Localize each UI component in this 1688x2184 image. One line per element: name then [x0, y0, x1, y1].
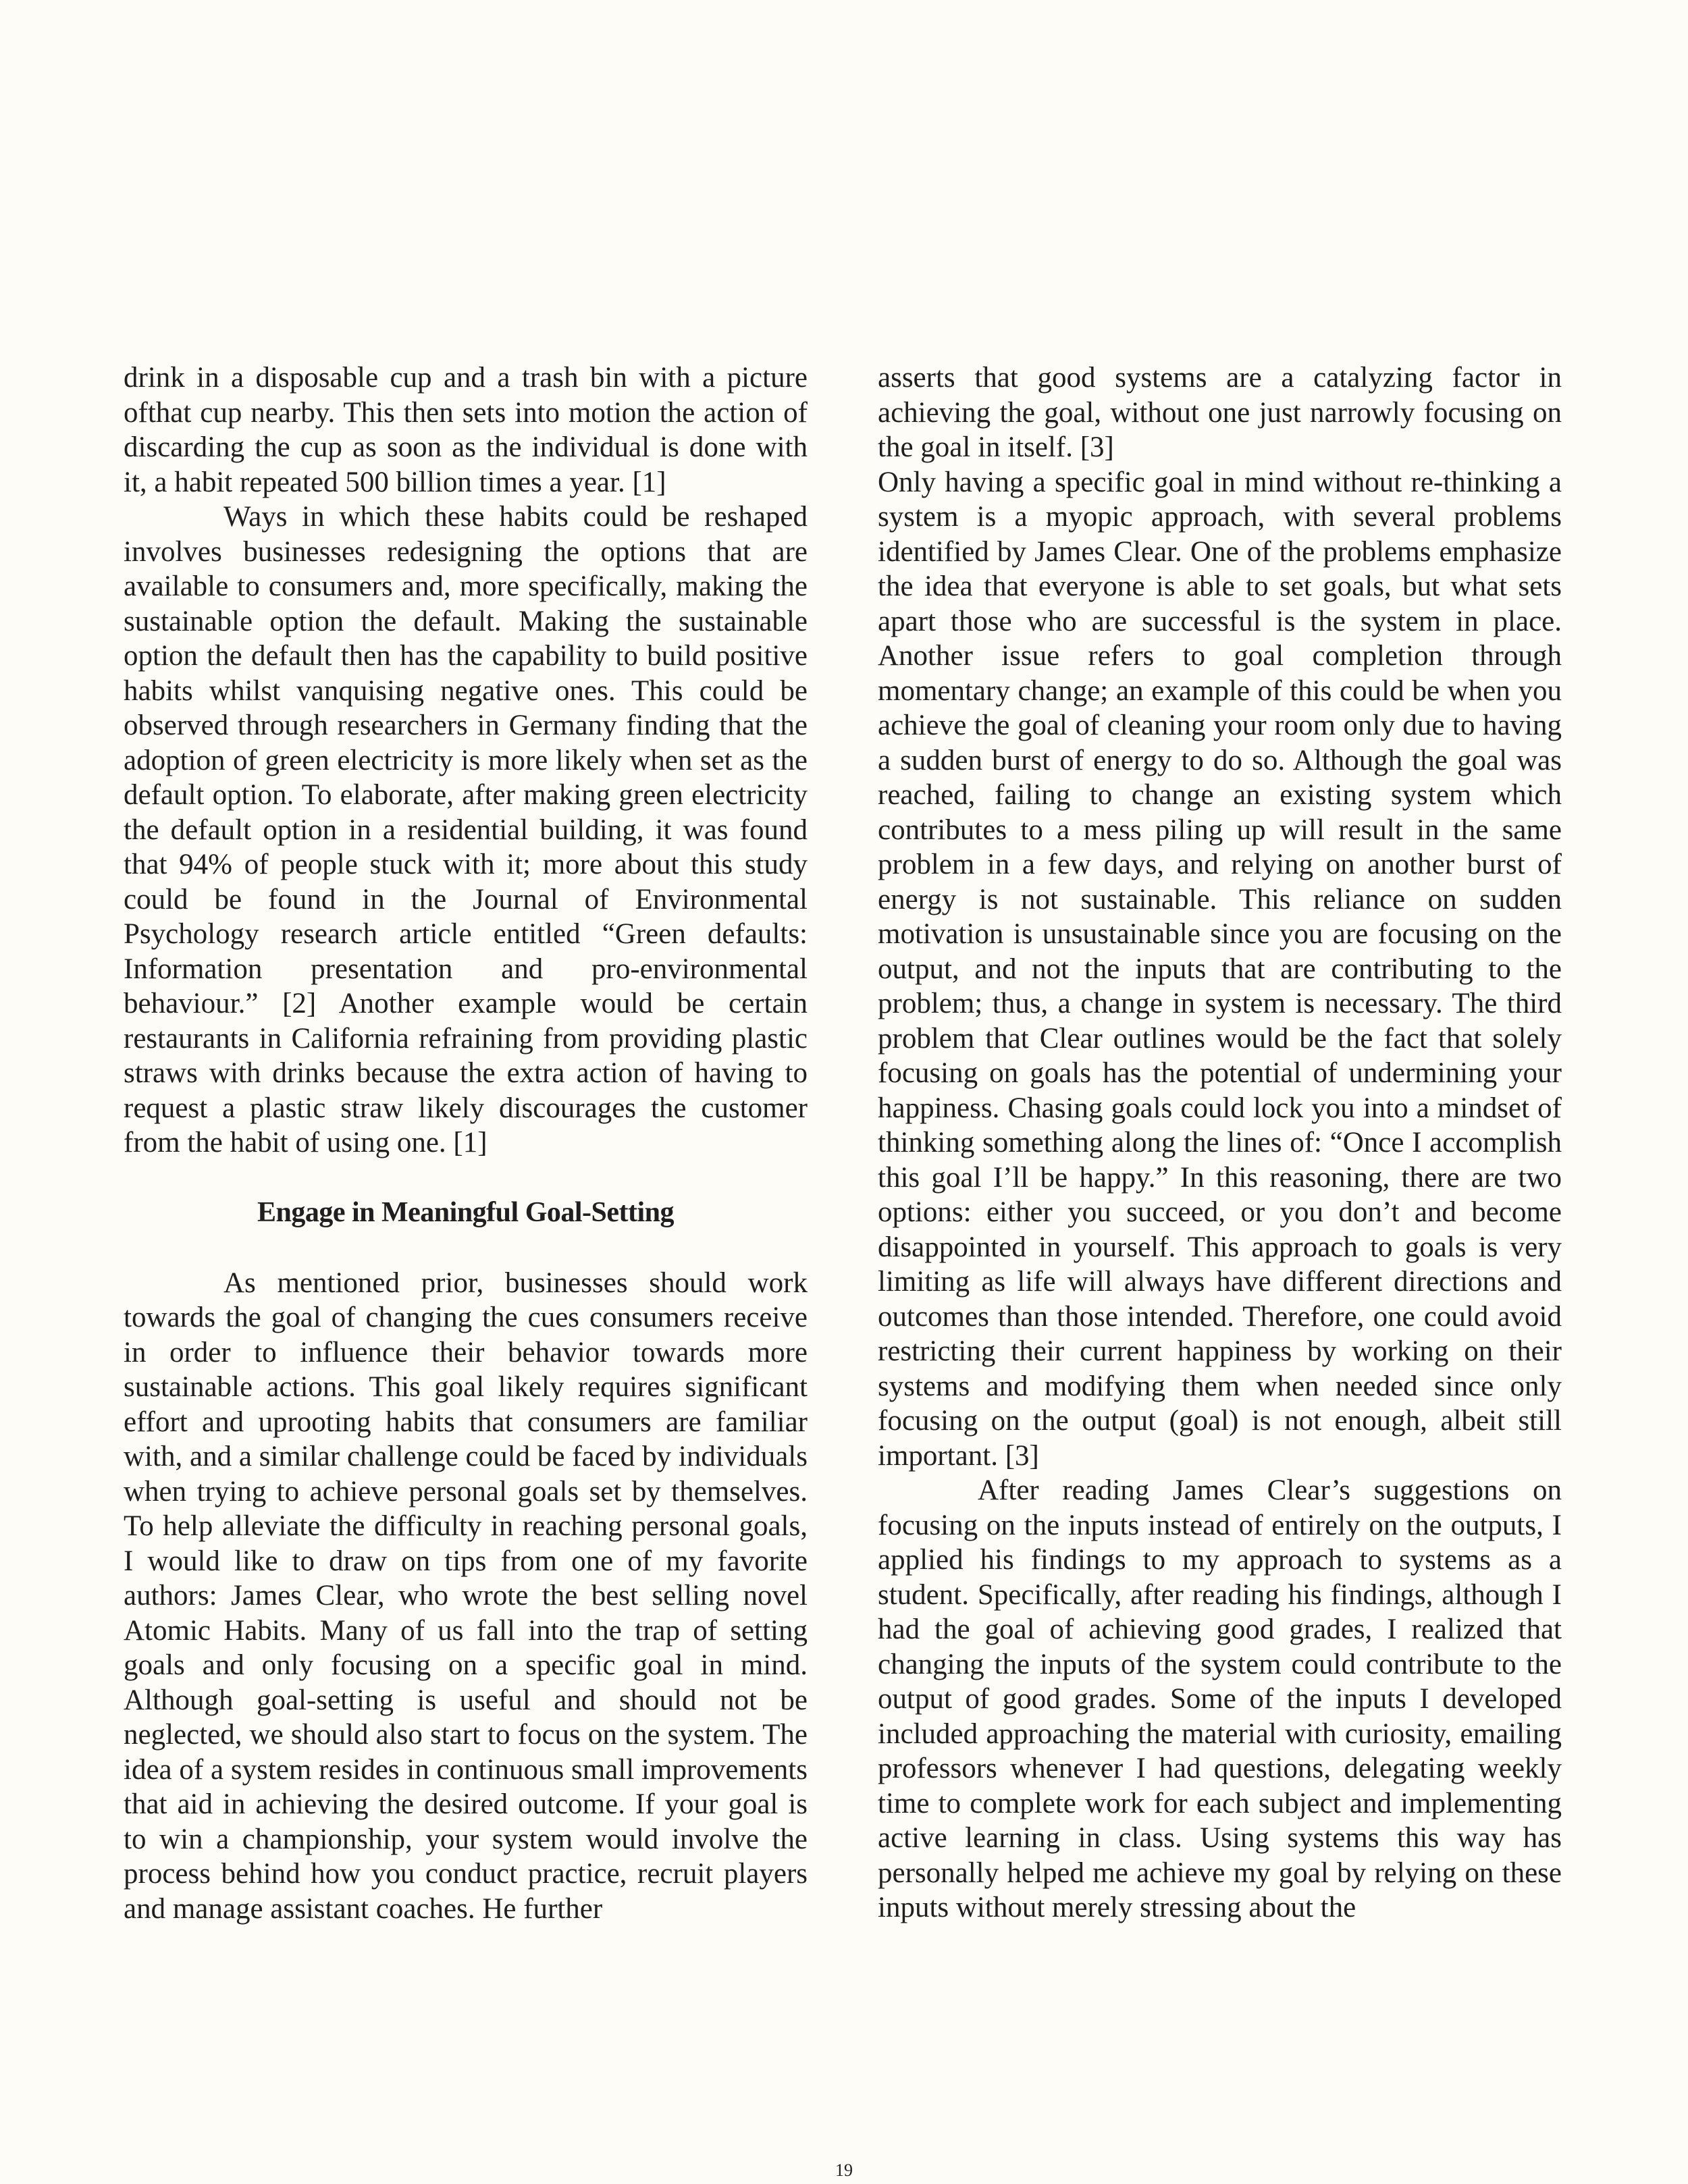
page-number: 19	[835, 2160, 853, 2180]
left-column	[124, 361, 808, 1926]
body-paragraph: After reading James Clear’s suggestions on focusing on the inputs instead of entirely on the outputs, I applied his findings to my approach to systems as a student. Specifically, after reading his findings, although I had the goal of achieving good grades, I realized that changing the inputs of the system could contribute to the output of good grades. Some of the inputs I developed included approaching the material with curiosity, emailing professors whenever I had questions, delegating weekly time to complete work for each subject and implementing active learning in class. Using systems this way has personally helped me achieve my goal by relying on these inputs without merely stressing about the	[878, 1474, 1562, 1923]
body-paragraph: asserts that good systems are a catalyzing factor in achieving the goal, without one just narrowly focusing on the goal in itself. [3]	[878, 362, 1562, 463]
body-paragraph: Only having a specific goal in mind without re-thinking a system is a myopic approach, with several problems identified by James Clear. One of the problems emphasize the idea that everyone is able to set goals, but what sets apart those who are successful is the system in place. Another issue refers to goal completion through momentary change; an example of this could be when you achieve the goal of cleaning your room only due to having a sudden burst of energy to do so. Although the goal was reached, failing to change an existing system which contributes to a mess piling up will result in the same problem in a few days, and relying on another burst of energy is not sustainable. This reliance on sudden motivation is unsustainable since you are focusing on the output, and not the inputs that are contributing to the problem; thus, a change in system is necessary. The third problem that Clear outlines would be the fact that solely focusing on goals has the potential of undermining your happiness. Chasing goals could lock you into a mindset of thinking something along the lines of: “Once I accomplish this goal I’ll be happy.” In this reasoning, there are two options: either you succeed, or you don’t and become disappointed in yourself. This approach to goals is very limiting as life will always have different directions and outcomes than those intended. Therefore, one could avoid restricting their current happiness by working on their systems and modifying them when needed since only focusing on the output (goal) is not enough, albeit still important. [3]	[878, 466, 1562, 1472]
right-column	[878, 361, 1562, 1925]
body-paragraph: Ways in which these habits could be reshaped involves businesses redesigning the options that are available to consumers and, more specifically, making the sustainable option the default. Making the sustainable option the default then has the capability to build positive habits whilst vanquising negative ones. This could be observed through researchers in Germany finding that the adoption of green electricity is more likely when set as the default option. To elaborate, after making green electricity the default option in a residential building, it was found that 94% of people stuck with it; more about this study could be found in the Journal of Environmental Psychology research article entitled “Green defaults: Information presentation and pro-environmental behaviour.” [2] Another example would be certain restaurants in California refraining from providing plastic straws with drinks because the extra action of having to request a plastic straw likely discourages the customer from the habit of using one. [1]	[124, 501, 808, 1158]
body-paragraph: As mentioned prior, businesses should work towards the goal of changing the cues consumers receive in order to influence their behavior towards more sustainable actions. This goal likely requires significant effort and uprooting habits that consumers are familiar with, and a similar challenge could be faced by individuals when trying to achieve personal goals set by themselves. To help alleviate the difficulty in reaching personal goals, I would like to draw on tips from one of my favorite authors: James Clear, who wrote the best selling novel Atomic Habits. Many of us fall into the trap of setting goals and only focusing on a specific goal in mind. Although goal-setting is useful and should not be neglected, we should also start to focus on the system. The idea of a system resides in continuous small improvements that aid in achieving the desired outcome. If your goal is to win a championship, your system would involve the process behind how you conduct practice, recruit players and manage assistant coaches. He further	[124, 1267, 808, 1925]
section-heading: Engage in Meaningful Goal-Setting	[257, 1196, 675, 1228]
body-paragraph: drink in a disposable cup and a trash bin with a picture ofthat cup nearby. This then sets into motion the action of discarding the cup as soon as the individual is done with it, a habit repeated 500 billion times a year. [1]	[124, 362, 808, 498]
